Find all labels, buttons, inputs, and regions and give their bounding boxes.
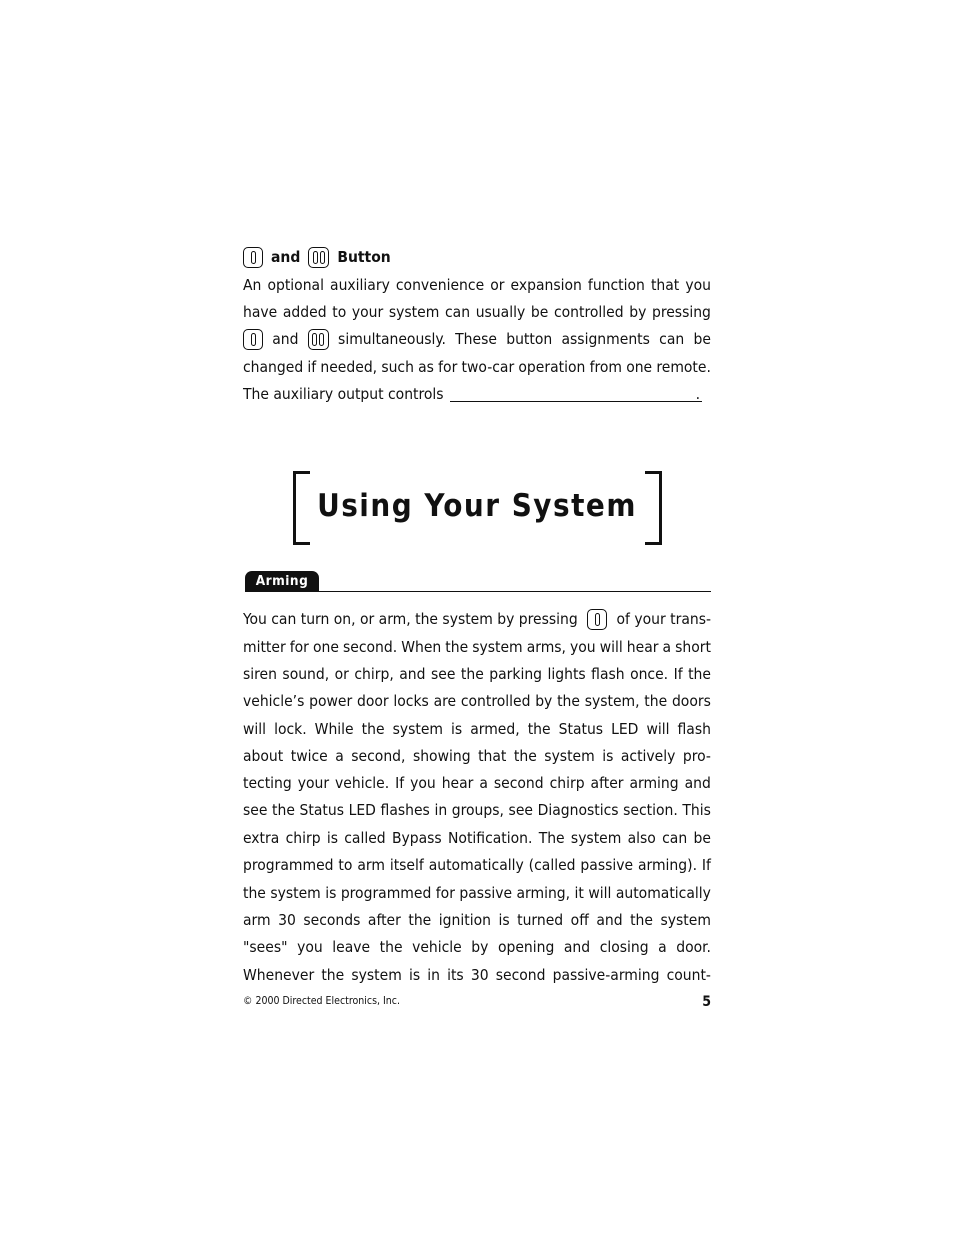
word: auxiliary (330, 276, 390, 294)
word: The (538, 829, 565, 847)
word: you (297, 938, 323, 956)
word: you (685, 276, 711, 294)
word: optional (267, 276, 324, 294)
arming-line-1 (243, 606, 711, 633)
word: a (658, 938, 667, 956)
button-two-icon (308, 329, 329, 350)
word: and (684, 774, 711, 792)
word: vehicle (412, 938, 462, 956)
word: see (508, 801, 533, 819)
word: the (513, 747, 537, 765)
word: the (445, 638, 469, 656)
word: added (282, 303, 327, 321)
word: system (392, 720, 444, 738)
word: needed, (320, 358, 378, 376)
word: tecting (243, 774, 292, 792)
word: short (675, 638, 711, 656)
word: showing (412, 747, 471, 765)
arming-tab: Arming (245, 571, 319, 592)
word: can (444, 303, 471, 321)
word: for (438, 358, 458, 376)
word: by (629, 303, 647, 321)
word: system (472, 638, 523, 656)
word: and (272, 330, 299, 348)
word: power (309, 692, 353, 710)
word: also (627, 829, 656, 847)
word: If (673, 665, 683, 683)
word: LED (611, 720, 639, 738)
word: of your trans- (616, 610, 711, 628)
word: If (395, 774, 405, 792)
word: can (659, 330, 685, 348)
word: the (272, 801, 295, 819)
word: see (243, 801, 268, 819)
word: passive-arming (552, 966, 660, 984)
word: system, (584, 692, 640, 710)
fill-in-blank (450, 387, 702, 402)
word: doors (671, 692, 711, 710)
word: its (447, 966, 464, 984)
word: twice (290, 747, 328, 765)
word: Status (299, 801, 344, 819)
word: the (527, 720, 551, 738)
word: one (312, 638, 339, 656)
word: automatically (615, 884, 711, 902)
word: system (660, 911, 711, 929)
word: a (335, 747, 344, 765)
word: second (495, 966, 546, 984)
word: groups, (451, 801, 504, 819)
word: for (435, 884, 455, 902)
word: the (408, 911, 432, 929)
word: mitter (243, 638, 286, 656)
footer-copyright: © 2000 Directed Electronics, Inc. (243, 995, 400, 1007)
word: . (695, 385, 700, 403)
word: after (367, 911, 401, 929)
word: simultaneously. (338, 330, 446, 348)
word: parking (489, 665, 543, 683)
word: the (379, 938, 403, 956)
arming-line-6 (243, 743, 711, 770)
aux-line-2 (243, 299, 711, 326)
word: arming (629, 774, 679, 792)
word: arm (243, 911, 271, 929)
arming-line-8 (243, 797, 711, 824)
aux-line-5 (243, 381, 711, 408)
word: will (588, 884, 612, 902)
word: If (701, 856, 711, 874)
word: the (557, 692, 580, 710)
word: the (243, 884, 266, 902)
word: operation (518, 358, 586, 376)
title-bracket-right (645, 471, 662, 545)
word: the (630, 911, 653, 929)
word: seconds (303, 911, 361, 929)
aux-line-4 (243, 354, 711, 381)
word: arms, (526, 638, 566, 656)
word: you (410, 774, 436, 792)
word: have (243, 303, 278, 321)
word: a (479, 774, 488, 792)
arming-line-2 (243, 634, 711, 661)
word: controlled (460, 692, 531, 710)
word: is (602, 747, 614, 765)
arming-line-7 (243, 770, 711, 797)
word: in (427, 966, 440, 984)
word: hear (626, 638, 659, 656)
word: are (433, 692, 457, 710)
word: vehicle. (335, 774, 390, 792)
word: When (401, 638, 442, 656)
arming-line-13 (243, 934, 711, 961)
word: controlled (553, 303, 624, 321)
word: is (451, 720, 463, 738)
word: is (326, 829, 338, 847)
word: flashes (380, 801, 430, 819)
word: by (535, 692, 553, 710)
word: LED (348, 801, 376, 819)
word: can (662, 829, 688, 847)
word: button (506, 330, 553, 348)
word: section. (623, 801, 678, 819)
word: system (351, 966, 402, 984)
word: Notification. (447, 829, 533, 847)
word: see (430, 665, 456, 683)
section-title: Using Your System (317, 488, 637, 524)
word: programmed (243, 856, 334, 874)
word: An (243, 276, 262, 294)
section-rule (245, 591, 711, 592)
word: pressing (651, 303, 711, 321)
word: door (356, 692, 389, 710)
word: by (471, 938, 489, 956)
aux-line-3 (243, 326, 711, 353)
word: off (570, 911, 589, 929)
word: and (596, 911, 623, 929)
arming-line-12 (243, 907, 711, 934)
word: is (498, 911, 510, 929)
word: or (334, 665, 349, 683)
word: after (590, 774, 624, 792)
word: that (478, 747, 507, 765)
word: about (243, 747, 284, 765)
word: second. (342, 638, 398, 656)
aux-heading-button: Button (337, 248, 391, 266)
word: a (662, 638, 672, 656)
word: you (570, 638, 596, 656)
word: for (289, 638, 309, 656)
word: arm (357, 856, 385, 874)
word: and (399, 665, 426, 683)
word: the (460, 665, 484, 683)
button-two-icon (308, 247, 329, 268)
word: lights (547, 665, 586, 683)
word: You can turn on, or arm, the system by pressing (243, 610, 578, 628)
word: assignments (561, 330, 650, 348)
word: sound, (282, 665, 330, 683)
word: is (325, 884, 337, 902)
word: system (544, 747, 595, 765)
aux-heading (243, 244, 391, 270)
word: chirp (285, 829, 321, 847)
arming-line-4 (243, 688, 711, 715)
word: Diagnostics (537, 801, 619, 819)
word: programmed (340, 884, 432, 902)
word: leave (332, 938, 371, 956)
word: or (490, 276, 505, 294)
word: the (361, 720, 385, 738)
word: opening (497, 938, 555, 956)
word: system (270, 884, 321, 902)
word: 30 (278, 911, 296, 929)
word: will (243, 720, 267, 738)
word: passive (459, 884, 513, 902)
word: remote. (656, 358, 711, 376)
word: flash (677, 720, 711, 738)
word: These (455, 330, 497, 348)
word: be (693, 829, 711, 847)
word: vehicle’s (243, 692, 305, 710)
word: system (570, 829, 622, 847)
word: closing (599, 938, 649, 956)
word: expansion (510, 276, 582, 294)
word: the (644, 692, 668, 710)
word: the (688, 665, 711, 683)
word: changed (243, 358, 304, 376)
word: itself (389, 856, 424, 874)
word: called (344, 829, 386, 847)
word: second, (351, 747, 406, 765)
word: (called (528, 856, 576, 874)
word: ignition (438, 911, 491, 929)
word: 30 (470, 966, 489, 984)
word: arming). (637, 856, 697, 874)
word: lock. (274, 720, 307, 738)
word: is (408, 966, 421, 984)
word: flash (591, 665, 625, 683)
page-column (243, 0, 711, 1235)
word: in (434, 801, 448, 819)
word: such (381, 358, 414, 376)
word: that (650, 276, 680, 294)
word: passive (580, 856, 634, 874)
word: be (530, 303, 549, 321)
word: count- (666, 966, 711, 984)
word: once. (630, 665, 669, 683)
word: as (418, 358, 434, 376)
button-one-icon (243, 329, 263, 350)
button-one-icon (243, 247, 263, 268)
word: automatically (428, 856, 524, 874)
page-number: 5 (702, 994, 711, 1010)
arming-line-9 (243, 825, 711, 852)
word: chirp, (354, 665, 394, 683)
word: will (599, 638, 623, 656)
word: The auxiliary output controls (243, 385, 444, 403)
word: While (314, 720, 354, 738)
aux-heading-and: and (271, 248, 301, 266)
word: from (589, 358, 622, 376)
arming-line-14 (243, 962, 711, 989)
word: pro- (682, 747, 711, 765)
arming-line-5 (243, 716, 711, 743)
word: second (493, 774, 544, 792)
word: hear (441, 774, 474, 792)
word: usually (475, 303, 526, 321)
word: Whenever (243, 966, 315, 984)
word: chirp (549, 774, 585, 792)
word: locks (393, 692, 429, 710)
word: two-car (461, 358, 515, 376)
word: function (587, 276, 645, 294)
arming-line-3 (243, 661, 711, 688)
word: armed, (470, 720, 520, 738)
word: arming, (516, 884, 571, 902)
word: Status (558, 720, 604, 738)
word: door. (676, 938, 711, 956)
button-one-icon (587, 609, 607, 630)
word: extra (243, 829, 280, 847)
word: system (388, 303, 440, 321)
word: to (332, 303, 347, 321)
word: and (563, 938, 591, 956)
word: convenience (395, 276, 485, 294)
word: your (297, 774, 330, 792)
aux-line-1 (243, 272, 711, 299)
word: actively (620, 747, 676, 765)
word: the (321, 966, 345, 984)
word: siren (243, 665, 277, 683)
word: if (307, 358, 317, 376)
title-bracket-left (293, 471, 310, 545)
word: be (693, 330, 711, 348)
word: your (351, 303, 384, 321)
word: will (646, 720, 670, 738)
word: turned (517, 911, 564, 929)
word: This (682, 801, 711, 819)
word: to (338, 856, 353, 874)
arming-line-11 (243, 880, 711, 907)
arming-line-10 (243, 852, 711, 879)
word: "sees" (243, 938, 288, 956)
word: it (574, 884, 584, 902)
word: one (626, 358, 653, 376)
word: Bypass (391, 829, 442, 847)
